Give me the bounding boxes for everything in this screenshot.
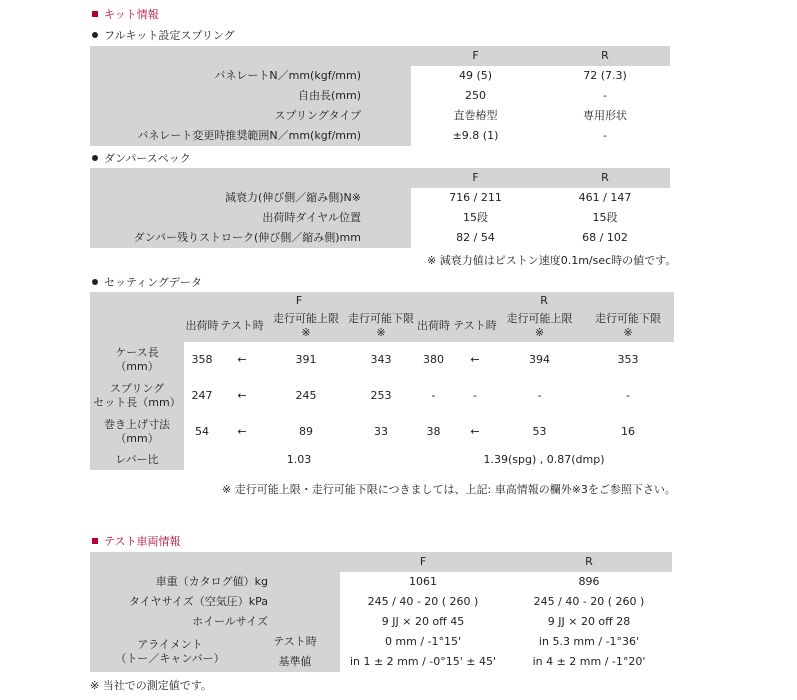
col-label-line1: 走行可能下限 [595,312,662,326]
damper-title: ダンパースペック [104,152,191,165]
damper-col-f: F [411,168,540,188]
cell: 391 [264,342,348,378]
alignment-test-label: テスト時 [250,632,340,652]
row-label: ホイールサイズ [90,612,340,632]
setting-col-test-r: テスト時 [453,310,497,342]
col-label-line1: 走行可能下限 [348,312,414,326]
cell: 380 [414,342,453,378]
setting-header-empty [90,292,184,342]
row-label-line1: 巻き上げ寸法 [104,418,170,432]
cell: 343 [348,342,414,378]
alignment-std-label: 基準値 [250,652,340,672]
spring-header-empty [90,46,411,66]
bullet-icon [92,279,98,285]
spring-col-r: R [540,46,670,66]
setting-table [90,292,674,470]
row-label: 車重（カタログ値）kg [90,572,340,592]
square-bullet-icon [92,11,98,17]
cell: - [497,378,582,414]
row-label: スプリングタイプ [90,106,411,126]
cell-f: 9 JJ × 20 off 45 [340,612,506,632]
alignment-std-r: in 4 ± 2 mm / -1°20' [506,652,672,672]
cell: 33 [348,414,414,450]
row-label-line1: ケース長 [115,346,159,360]
row-label: タイヤサイズ（空気圧）kPa [90,592,340,612]
cell-f: 716 / 211 [411,188,540,208]
table-row [90,592,672,612]
cell: ← [453,342,497,378]
alignment-label-line2: （トー／キャンバー） [115,652,225,665]
setting-col-upper-f [264,310,348,342]
lever-r: 1.39(spg) , 0.87(dmp) [414,450,674,470]
row-label [90,414,184,450]
setting-group-row [90,292,674,310]
row-label: 自由長(mm) [90,86,411,106]
cell: ← [220,378,264,414]
cell-f: 15段 [411,208,540,228]
alignment-test-f: 0 mm / -1°15' [340,632,506,652]
row-label: バネレートN／mm(kgf/mm) [90,66,411,86]
setting-col-upper-r [497,310,582,342]
table-row [90,378,674,414]
test-car-table [90,552,672,672]
table-row [90,208,670,228]
damper-note: ※ 減衰力値はピストン速度0.1m/sec時の値です。 [427,254,677,267]
row-label: バネレート変更時推奨範囲N／mm(kgf/mm) [90,126,411,146]
damper-col-r: R [540,168,670,188]
cell-r: 専用形状 [540,106,670,126]
spring-table [90,46,670,146]
kit-info-title: キット情報 [104,8,159,21]
setting-heading [92,274,202,290]
cell: ← [220,414,264,450]
table-row [90,106,670,126]
setting-title: セッティングデータ [104,276,202,289]
cell: 353 [582,342,674,378]
setting-col-ship-f: 出荷時 [184,310,220,342]
cell: ← [453,414,497,450]
cell-r: - [540,126,670,146]
cell: - [582,378,674,414]
row-label-line2: （mm） [115,360,159,373]
test-car-col-r: R [506,552,672,572]
spring-col-f: F [411,46,540,66]
setting-col-lower-f [348,310,414,342]
cell-f: 直巻椿型 [411,106,540,126]
table-row-lever [90,450,674,470]
cell: 38 [414,414,453,450]
cell: ← [220,342,264,378]
table-row [90,228,670,248]
bullet-icon [92,32,98,38]
cell-r: 9 JJ × 20 off 28 [506,612,672,632]
damper-heading [92,150,191,166]
table-row [90,414,674,450]
setting-col-ship-r: 出荷時 [414,310,453,342]
square-bullet-icon [92,538,98,544]
test-car-heading [92,533,181,549]
cell: 253 [348,378,414,414]
row-label: ダンパー残りストローク(伸び側／縮み側)mm [90,228,411,248]
cell: - [453,378,497,414]
cell-r: 15段 [540,208,670,228]
setting-note: ※ 走行可能上限・走行可能下限につきましては、上記: 車高情報の欄外※3をご参照下さい。 [222,483,676,496]
spring-heading [92,27,235,43]
row-label-line1: スプリング [109,382,165,396]
row-label: 減衰力(伸び側／縮み側)N※ [90,188,411,208]
alignment-label [90,632,250,672]
cell: 245 [264,378,348,414]
test-car-header-empty [90,552,340,572]
cell: 54 [184,414,220,450]
col-label-line2: ※ [623,326,633,339]
test-car-header-row [90,552,672,572]
table-row [90,126,670,146]
col-label-line2: ※ [301,326,311,339]
row-label: 出荷時ダイヤル位置 [90,208,411,228]
col-label-line2: ※ [376,326,386,339]
damper-table [90,168,670,248]
cell: 358 [184,342,220,378]
table-row [90,188,670,208]
row-label [90,378,184,414]
test-car-col-f: F [340,552,506,572]
test-car-note: ※ 当社での測定値です。 [90,679,212,692]
row-label-line2: セット長（mm） [93,396,181,409]
table-row [90,66,670,86]
cell-r: 68 / 102 [540,228,670,248]
table-row-alignment-test [90,632,672,652]
cell-r: - [540,86,670,106]
row-label-line2: （mm） [115,432,159,445]
cell-r: 72 (7.3) [540,66,670,86]
table-row [90,342,674,378]
setting-col-test-f: テスト時 [220,310,264,342]
alignment-label-line1: アライメント [137,638,203,652]
cell-r: 896 [506,572,672,592]
col-label-line2: ※ [534,326,545,339]
cell-f: 1061 [340,572,506,592]
kit-info-heading [92,6,159,22]
setting-group-r: R [414,292,674,310]
cell-f: 245 / 40 - 20 ( 260 ) [340,592,506,612]
cell: 53 [497,414,582,450]
spring-title: フルキット設定スプリング [104,29,235,42]
test-car-title: テスト車両情報 [104,535,181,548]
cell: 247 [184,378,220,414]
bullet-icon [92,155,98,161]
alignment-test-r: in 5.3 mm / -1°36' [506,632,672,652]
row-label [90,342,184,378]
damper-header-row [90,168,670,188]
cell: - [414,378,453,414]
lever-f: 1.03 [184,450,414,470]
cell-r: 461 / 147 [540,188,670,208]
spring-header-row [90,46,670,66]
col-label-line1: 走行可能上限 [273,312,339,326]
row-label: レバー比 [90,450,184,470]
damper-header-empty [90,168,411,188]
alignment-std-f: in 1 ± 2 mm / -0°15' ± 45' [340,652,506,672]
cell: 394 [497,342,582,378]
table-row [90,612,672,632]
setting-group-f: F [184,292,414,310]
cell-f: 82 / 54 [411,228,540,248]
cell-r: 245 / 40 - 20 ( 260 ) [506,592,672,612]
col-label-line1: 走行可能上限 [506,312,573,326]
table-row [90,86,670,106]
cell-f: 49 (5) [411,66,540,86]
cell: 89 [264,414,348,450]
setting-col-lower-r [582,310,674,342]
cell: 16 [582,414,674,450]
table-row [90,572,672,592]
cell-f: 250 [411,86,540,106]
cell-f: ±9.8 (1) [411,126,540,146]
